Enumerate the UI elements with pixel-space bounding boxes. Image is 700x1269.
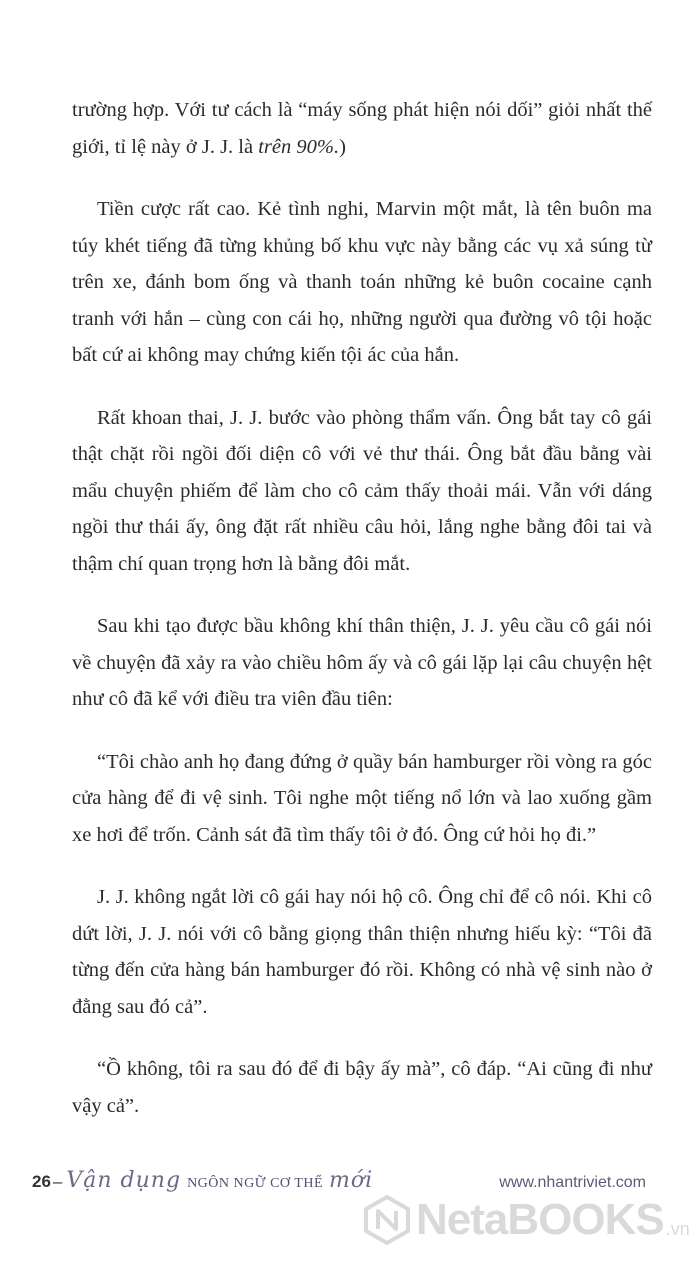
paragraph <box>72 191 652 374</box>
book-title-script-2: mới <box>329 1168 374 1193</box>
italic-text: trên 90%. <box>258 135 340 158</box>
paragraph-text: Rất khoan thai, J. J. bước vào phòng thẩm vấn. Ông bắt tay cô gái thật chặt rồi ngồi đối diện cô với vẻ thư thái. Ông bắt đầu bằng vài mẩu chuyện phiếm để làm cho cô cảm thấy thoải mái. Vẫn với dáng ngồi thư thái ấy, ông đặt rất nhiều câu hỏi, lắng nghe bằng đôi tai và thậm chí quan trọng hơn là bằng đôi mắt. <box>72 406 652 575</box>
paragraph-text: Tiền cược rất cao. Kẻ tình nghi, Marvin một mắt, là tên buôn ma túy khét tiếng đã từng khủng bố khu vực này bằng các vụ xả súng từ trên xe, đánh bom ống và thanh toán những kẻ buôn cocaine cạnh tranh với hắn – cùng con cái họ, những người qua đường vô tội hoặc bất cứ ai không may chứng kiến tội ác của hắn. <box>72 198 652 366</box>
paragraph <box>72 400 652 583</box>
publisher-website: www.nhantriviet.com <box>499 1174 646 1191</box>
paragraph-text: “Tôi chào anh họ đang đứng ở quầy bán hamburger rồi vòng ra góc cửa hàng để đi vệ sinh. Tôi nghe một tiếng nổ lớn và lao xuống gầm xe hơi để trốn. Cảnh sát đã tìm thấy tôi ở đó. Ông cứ hỏi họ đi.” <box>72 750 652 846</box>
paragraph-text: trường hợp. Với tư cách là “máy sống phát hiện nói dối” giỏi nhất thế giới, tỉ lệ này ở J. J. là <box>72 99 652 158</box>
netabooks-logo-icon <box>362 1195 412 1245</box>
paragraph-text: “Ồ không, tôi ra sau đó để đi bậy ấy mà”, cô đáp. “Ai cũng đi như vậy cả”. <box>72 1058 652 1117</box>
watermark-tld: .vn <box>665 1219 690 1239</box>
footer-dash: – <box>52 1172 63 1191</box>
page-number: 26 <box>32 1172 51 1191</box>
paragraph-text: J. J. không ngắt lời cô gái hay nói hộ cô. Ông chỉ để cô nói. Khi cô dứt lời, J. J. nói với cô bằng giọng thân thiện nhưng hiếu kỳ: “Tôi đã từng đến cửa hàng bán hamburger đó rồi. Không có nhà vệ sinh nào ở đằng sau đó cả”. <box>72 886 652 1018</box>
paragraph-text: Sau khi tạo được bầu không khí thân thiện, J. J. yêu cầu cô gái nói về chuyện đã xảy ra vào chiều hôm ấy và cô gái lặp lại câu chuyện hệt như cô đã kể với điều tra viên đầu tiên: <box>72 615 652 710</box>
book-title-script-1: Vận dụng <box>66 1168 182 1193</box>
body-text <box>72 92 652 1150</box>
watermark <box>362 1190 692 1250</box>
paragraph <box>72 92 652 165</box>
paragraph <box>72 879 652 1025</box>
paragraph-text: ) <box>339 135 346 158</box>
paragraph <box>72 1051 652 1124</box>
book-title-caps: NGÔN NGỮ CƠ THỂ <box>187 1176 323 1191</box>
paragraph <box>72 744 652 854</box>
paragraph <box>72 608 652 718</box>
watermark-text: NetaBOOKS <box>416 1195 664 1244</box>
